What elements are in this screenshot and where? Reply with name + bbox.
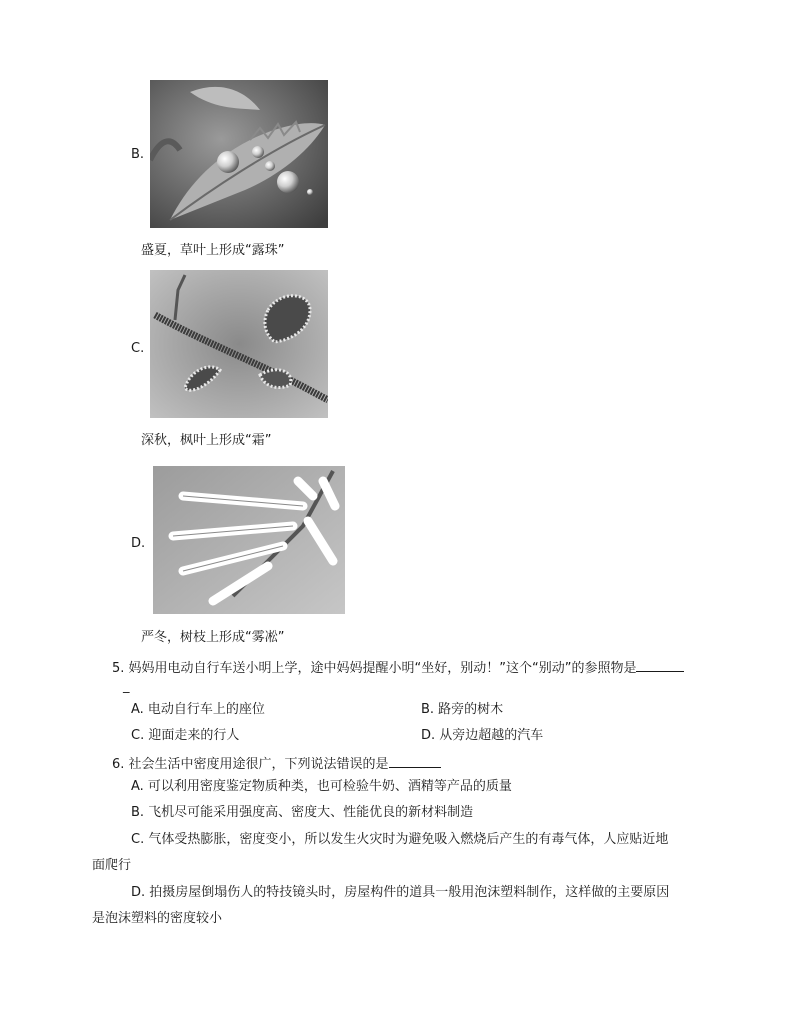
dew-leaf-photo xyxy=(150,80,328,228)
answer-blank xyxy=(636,658,684,672)
option-d-letter: D. xyxy=(131,536,146,551)
option-c-letter: C. xyxy=(131,341,145,356)
question-5-stem xyxy=(112,658,684,678)
question-6-stem xyxy=(112,754,441,774)
option-b-letter: B. xyxy=(131,147,145,162)
option-b-caption: 盛夏，草叶上形成“露珠” xyxy=(141,243,285,258)
rime-branch-photo xyxy=(153,466,345,614)
answer-blank xyxy=(389,754,441,768)
q6-choice-b: B. 飞机尽可能采用强度高、密度大、性能优良的新材料制造 xyxy=(131,805,474,820)
q5-choice-b: B. 路旁的树木 xyxy=(421,702,504,717)
q6-choice-c-line2: 面爬行 xyxy=(92,858,132,873)
question-5-text: 5. 妈妈用电动自行车送小明上学，途中妈妈提醒小明“坐好，别动！”这个“别动”的参照物是 xyxy=(112,661,637,676)
q6-choice-d-line1: D. 拍摄房屋倒塌伤人的特技镜头时，房屋构件的道具一般用泡沫塑料制作，这样做的主要原因 xyxy=(131,885,670,900)
frost-leaf-photo xyxy=(150,270,328,418)
option-d-caption: 严冬，树枝上形成“雾凇” xyxy=(141,630,285,645)
option-c-caption: 深秋，枫叶上形成“霜” xyxy=(141,433,272,448)
q6-choice-a: A. 可以利用密度鉴定物质种类，也可检验牛奶、酒精等产品的质量 xyxy=(131,779,512,794)
q5-choice-d: D. 从旁边超越的汽车 xyxy=(421,728,544,743)
question-6-text: 6. 社会生活中密度用途很广，下列说法错误的是 xyxy=(112,757,389,772)
q5-choice-c: C. 迎面走来的行人 xyxy=(131,728,240,743)
q6-choice-d-line2: 是泡沫塑料的密度较小 xyxy=(92,911,223,926)
question-5-tail: _ xyxy=(123,679,130,694)
q6-choice-c-line1: C. 气体受热膨胀，密度变小，所以发生火灾时为避免吸入燃烧后产生的有毒气体，人应贴近地 xyxy=(131,832,669,847)
q5-choice-a: A. 电动自行车上的座位 xyxy=(131,702,265,717)
